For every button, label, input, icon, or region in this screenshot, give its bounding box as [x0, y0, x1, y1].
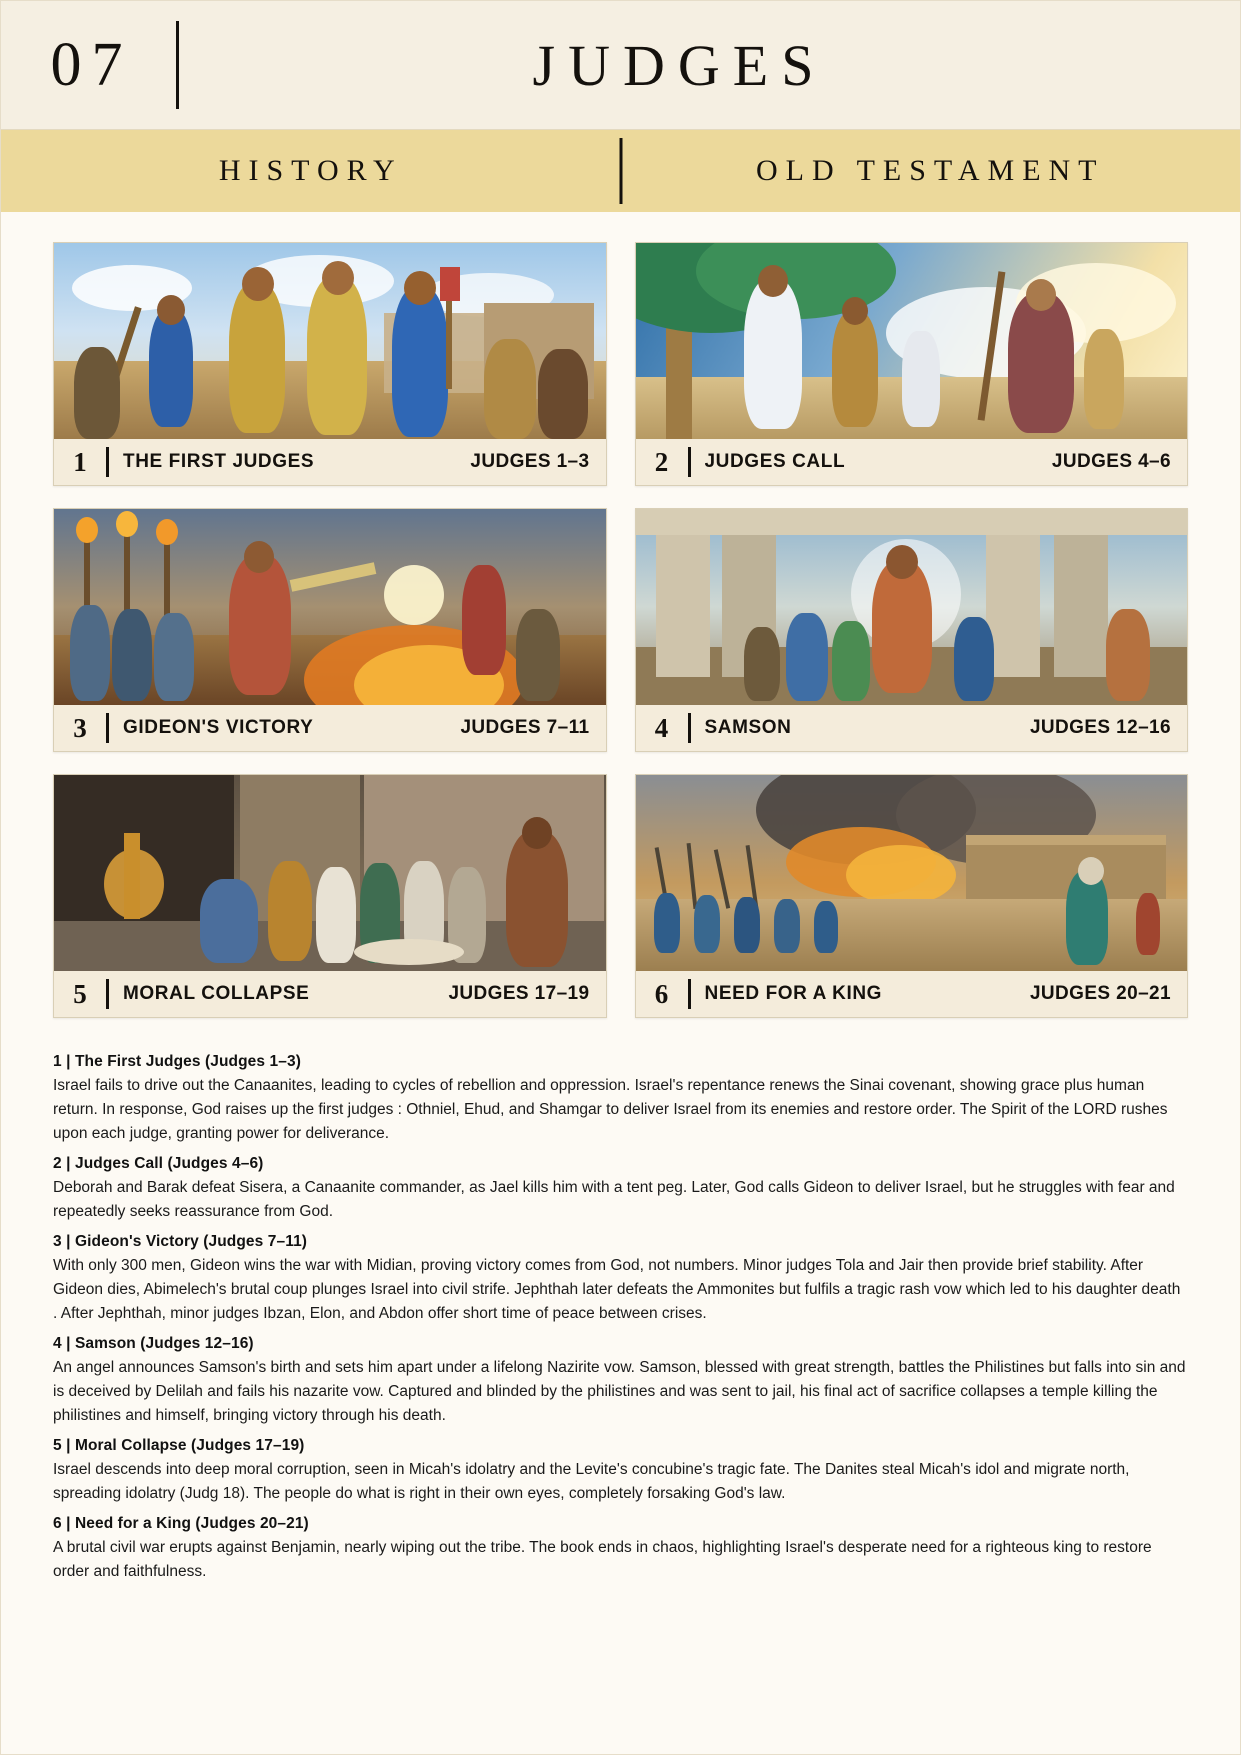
- scene-card-3-number: 3: [73, 712, 87, 743]
- scene-card-1-title: THE FIRST JUDGES: [123, 451, 315, 472]
- category-band: [1, 130, 1240, 212]
- scene-card-3-separator: [106, 713, 109, 743]
- scene-card-2-separator: [688, 447, 691, 477]
- scene-illustration-need-for-a-king: [636, 775, 1188, 971]
- scene-card-6[interactable]: [635, 774, 1189, 1018]
- scene-card-6-reference: JUDGES 20–21: [1029, 983, 1171, 1004]
- summary-body-5: Israel descends into deep moral corruption, seen in Micah's idolatry and the Levite's concubine's tragic fate. The Danites steal Micah's idol and migrate north, spreading idolatry (Judg 18). The people do what is right in their own eyes, completely forsaking God's law.: [53, 1461, 1130, 1503]
- scene-illustration-first-judges: [54, 243, 606, 439]
- summary-heading-4: 4 | Samson (Judges 12–16): [53, 1335, 254, 1353]
- summary-heading-2: 2 | Judges Call (Judges 4–6): [53, 1155, 264, 1173]
- scene-card-3-reference: JUDGES 7–11: [460, 717, 590, 738]
- scene-card-3-bar: [54, 705, 606, 751]
- scene-illustration-moral-collapse: [54, 775, 606, 971]
- scene-card-5-number: 5: [73, 978, 87, 1009]
- summary-heading-5: 5 | Moral Collapse (Judges 17–19): [53, 1437, 305, 1455]
- scene-illustration-judges-call: [636, 243, 1188, 439]
- scene-card-1-bar: [54, 439, 606, 485]
- scene-card-2-reference: JUDGES 4–6: [1051, 451, 1171, 472]
- scene-card-2-bar: [636, 439, 1188, 485]
- summary-heading-6: 6 | Need for a King (Judges 20–21): [53, 1515, 309, 1533]
- summary-body-1: Israel fails to drive out the Canaanites, leading to cycles of rebellion and oppression. Israel's repentance renews the Sinai covenant, showing grace plus human return. In response, God raises up the first judges : Othniel, Ehud, and Shamgar to deliver Israel from its enemies and restore order. The Spirit of the LORD rushes upon each judge, granting power for deliverance.: [53, 1077, 1168, 1143]
- scene-card-5-title: MORAL COLLAPSE: [123, 983, 310, 1004]
- scene-card-2-number: 2: [654, 446, 669, 477]
- scene-illustration-samson: [636, 509, 1188, 705]
- scene-card-1-reference: JUDGES 1–3: [470, 451, 590, 472]
- scene-card-1[interactable]: [53, 242, 607, 486]
- scene-card-4-number: 4: [654, 712, 669, 743]
- scene-card-1-number: 1: [73, 446, 87, 477]
- summary-body-4: An angel announces Samson's birth and sets him apart under a lifelong Nazirite vow. Samson, blessed with great strength, battles the Philistines but falls into sin and is deceived by Delilah and fails his nazarite vow. Captured and blinded by the philistines and was sent to jail, his final act of sacrifice collapses a temple killing the philistines and himself, bringing victory through his death.: [53, 1359, 1186, 1425]
- scene-card-5-bar: [54, 971, 606, 1017]
- card-grid-container: [1, 212, 1240, 1028]
- card-grid: [53, 242, 1188, 1018]
- scene-card-5-separator: [106, 979, 109, 1009]
- scene-card-6-title: NEED FOR A KING: [704, 983, 883, 1004]
- category-history: HISTORY: [218, 154, 403, 187]
- book-title: JUDGES: [532, 32, 827, 98]
- summary-body-2: Deborah and Barak defeat Sisera, a Canaanite commander, as Jael kills him with a tent peg. Later, God calls Gideon to deliver Israel, but he struggles with fear and repeatedly seeks reassurance from God.: [53, 1179, 1175, 1221]
- summary-heading-3: 3 | Gideon's Victory (Judges 7–11): [53, 1233, 308, 1251]
- summary-body-6: A brutal civil war erupts against Benjamin, nearly wiping out the tribe. The book ends in chaos, highlighting Israel's desperate need for a righteous king to restore order and faithfulness.: [53, 1539, 1152, 1581]
- scene-card-2-title: JUDGES CALL: [704, 451, 846, 472]
- band-divider: [619, 138, 622, 204]
- scene-card-6-separator: [688, 979, 691, 1009]
- scene-card-4-bar: [636, 705, 1188, 751]
- scene-card-4-reference: JUDGES 12–16: [1029, 717, 1171, 738]
- scene-card-3-title: GIDEON'S VICTORY: [123, 717, 314, 738]
- scene-card-4[interactable]: [635, 508, 1189, 752]
- scene-illustration-gideons-victory: [54, 509, 606, 705]
- category-testament: OLD TESTAMENT: [755, 154, 1105, 187]
- scene-card-4-separator: [688, 713, 691, 743]
- scene-card-6-bar: [636, 971, 1188, 1017]
- chapter-number: 07: [50, 30, 133, 99]
- summary-body-3: With only 300 men, Gideon wins the war with Midian, proving victory comes from God, not numbers. Minor judges Tola and Jair then provide brief stability. After Gideon dies, Abimelech's brutal coup plunges Israel into civil strife. Jephthah later defeats the Ammonites but fulfils a tragic rash vow which led to his daughter death . After Jephthah, minor judges Ibzan, Elon, and Abdon offer short time of peace between crises.: [53, 1257, 1181, 1323]
- scene-card-5[interactable]: [53, 774, 607, 1018]
- summary-heading-1: 1 | The First Judges (Judges 1–3): [53, 1053, 301, 1070]
- scene-card-4-title: SAMSON: [704, 717, 792, 738]
- scene-card-2[interactable]: [635, 242, 1189, 486]
- scene-card-6-number: 6: [654, 978, 669, 1009]
- scene-card-5-reference: JUDGES 17–19: [448, 983, 590, 1004]
- scene-card-1-separator: [106, 447, 109, 477]
- page-header: [1, 1, 1240, 130]
- scene-card-3[interactable]: [53, 508, 607, 752]
- summaries-section: [1, 1028, 1240, 1614]
